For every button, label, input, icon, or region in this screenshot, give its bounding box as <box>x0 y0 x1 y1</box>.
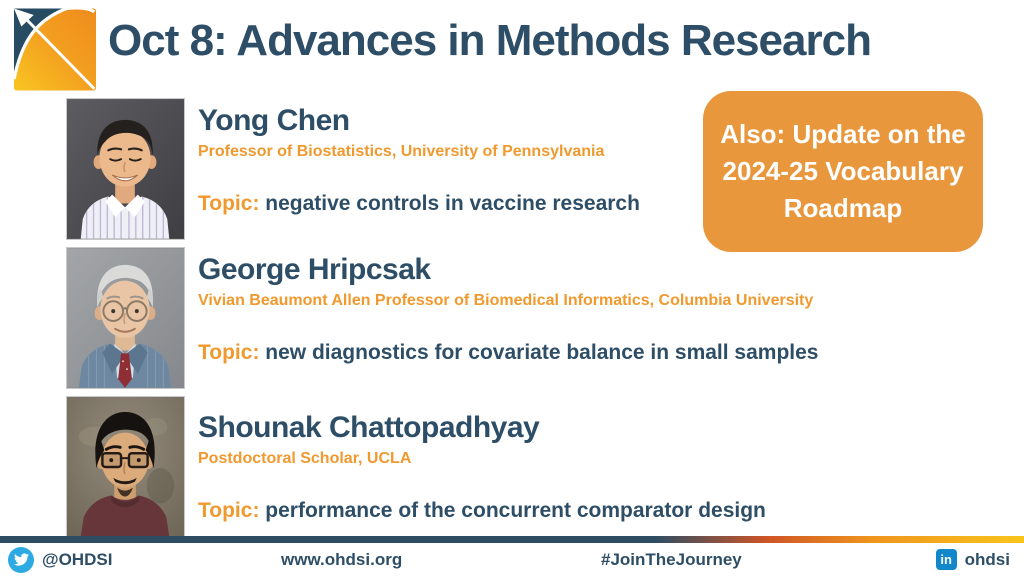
speaker-topic <box>198 341 818 365</box>
footer-content <box>0 543 1024 576</box>
shounak-chattopadhyay-portrait-illustration <box>67 397 184 537</box>
george-hripcsak-portrait-illustration <box>67 248 184 388</box>
twitter-icon <box>8 547 34 573</box>
speaker-name: Shounak Chattopadhyay <box>198 411 540 444</box>
shounak-chattopadhyay-photo <box>66 396 185 538</box>
speaker-list <box>66 98 818 545</box>
speaker-topic <box>198 499 766 523</box>
shounak-chattopadhyay-info <box>198 396 766 538</box>
topic-label: Topic: <box>198 192 260 215</box>
george-hripcsak-info <box>198 247 818 389</box>
speaker-affiliation: Professor of Biostatistics, University of Pennsylvania <box>198 143 605 160</box>
topic-label: Topic: <box>198 499 260 522</box>
speaker-affiliation: Vivian Beaumont Allen Professor of Biomedical Informatics, Columbia University <box>198 292 814 309</box>
speaker-name: Yong Chen <box>198 104 350 137</box>
speaker-topic <box>198 192 640 216</box>
linkedin-handle: ohdsi <box>964 549 1010 569</box>
ohdsi-logo <box>14 8 96 91</box>
footer <box>0 536 1024 576</box>
footer-gradient-divider <box>0 536 1024 543</box>
linkedin-group <box>936 543 1010 576</box>
topic-text: negative controls in vaccine research <box>259 192 640 215</box>
yong-chen-info <box>198 98 640 240</box>
yong-chen-photo <box>66 98 185 240</box>
slide-title: Oct 8: Advances in Methods Research <box>108 16 871 65</box>
speaker-row-yong-chen <box>66 98 818 240</box>
yong-chen-portrait-illustration <box>67 99 184 239</box>
twitter-handle: @OHDSI <box>42 549 113 569</box>
callout-text: Also: Update on the 2024-25 Vocabulary Roadmap <box>720 119 966 223</box>
website-url: www.ohdsi.org <box>281 549 403 569</box>
speaker-row-george-hripcsak <box>66 247 818 389</box>
linkedin-icon: in <box>936 549 957 570</box>
speaker-name: George Hripcsak <box>198 253 431 286</box>
speaker-affiliation: Postdoctoral Scholar, UCLA <box>198 450 412 467</box>
topic-label: Topic: <box>198 341 260 364</box>
topic-text: performance of the concurrent comparator design <box>259 499 766 522</box>
twitter-handle-group <box>8 543 112 576</box>
hashtag-group <box>601 543 742 576</box>
website-url-group <box>281 543 402 576</box>
speaker-row-shounak-chattopadhyay <box>66 396 818 538</box>
george-hripcsak-photo <box>66 247 185 389</box>
hashtag: #JoinTheJourney <box>601 549 742 569</box>
topic-text: new diagnostics for covariate balance in small samples <box>259 341 819 364</box>
twitter-bird-glyph <box>14 552 29 567</box>
